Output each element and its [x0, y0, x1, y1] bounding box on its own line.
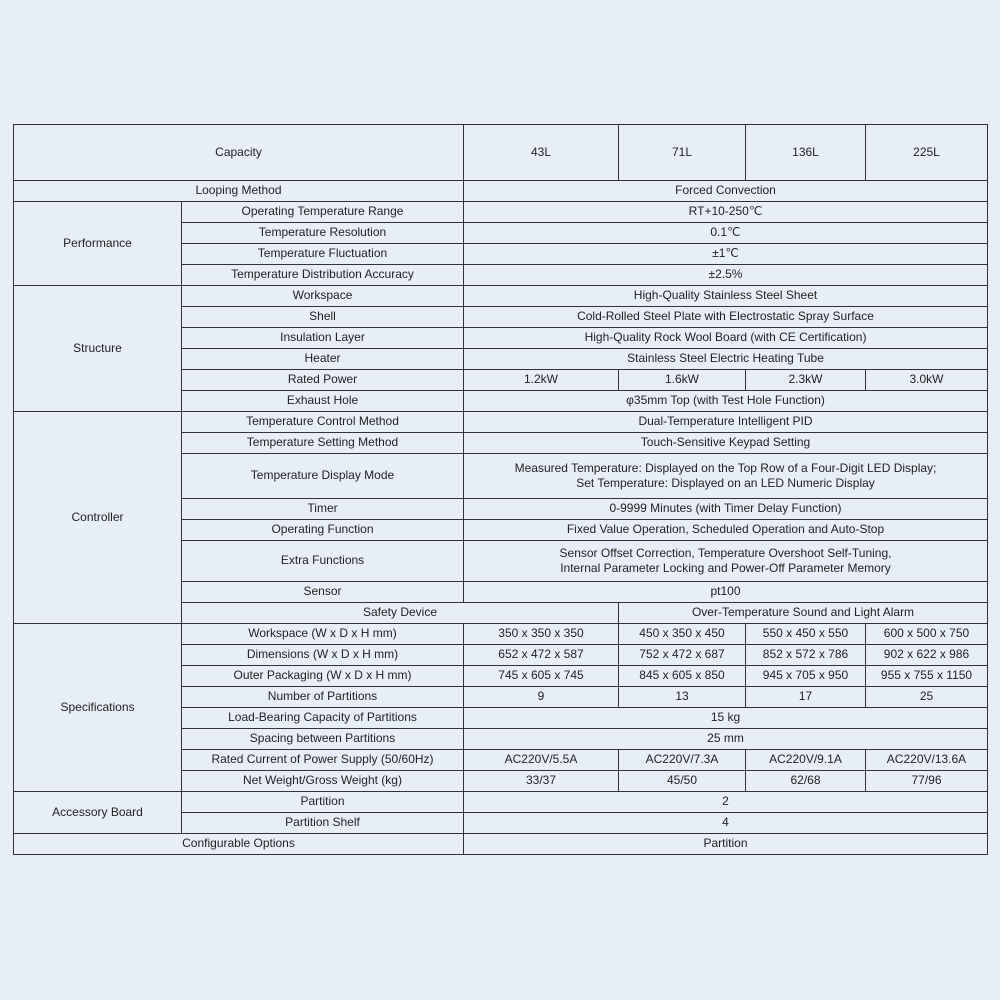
- row-value: 745 x 605 x 745: [464, 666, 619, 687]
- row-value: 2.3kW: [746, 370, 866, 391]
- capacity-value: 43L: [464, 125, 619, 181]
- row-label: Spacing between Partitions: [182, 729, 464, 750]
- table-row: [14, 624, 988, 645]
- row-label: Exhaust Hole: [182, 391, 464, 412]
- row-label: Extra Functions: [182, 541, 464, 582]
- structure-group-label: Structure: [14, 286, 182, 412]
- row-value: 77/96: [866, 771, 988, 792]
- row-value: 955 x 755 x 1150: [866, 666, 988, 687]
- row-value: Fixed Value Operation, Scheduled Operation and Auto-Stop: [464, 520, 988, 541]
- row-label: Dimensions (W x D x H mm): [182, 645, 464, 666]
- row-label: Operating Function: [182, 520, 464, 541]
- row-label: Workspace (W x D x H mm): [182, 624, 464, 645]
- looping-label: Looping Method: [14, 181, 464, 202]
- row-label: Operating Temperature Range: [182, 202, 464, 223]
- row-value-line: Sensor Offset Correction, Temperature Overshoot Self-Tuning,: [559, 545, 892, 560]
- row-value: 25 mm: [464, 729, 988, 750]
- row-value: 9: [464, 687, 619, 708]
- row-value: pt100: [464, 582, 988, 603]
- accessory-group-label: Accessory Board: [14, 792, 182, 834]
- row-label: Temperature Setting Method: [182, 433, 464, 454]
- row-label: Partition Shelf: [182, 813, 464, 834]
- row-value: AC220V/5.5A: [464, 750, 619, 771]
- row-value-line: Measured Temperature: Displayed on the Top Row of a Four-Digit LED Display;: [514, 460, 937, 475]
- row-label: Sensor: [182, 582, 464, 603]
- row-label: Outer Packaging (W x D x H mm): [182, 666, 464, 687]
- row-value: 752 x 472 x 687: [619, 645, 746, 666]
- capacity-value: 136L: [746, 125, 866, 181]
- looping-value: Forced Convection: [464, 181, 988, 202]
- row-value: 13: [619, 687, 746, 708]
- row-value: Cold-Rolled Steel Plate with Electrostatic Spray Surface: [464, 307, 988, 328]
- row-value: 25: [866, 687, 988, 708]
- row-value: High-Quality Rock Wool Board (with CE Certification): [464, 328, 988, 349]
- table-row-options: [14, 834, 988, 855]
- row-value: AC220V/9.1A: [746, 750, 866, 771]
- safety-value: Over-Temperature Sound and Light Alarm: [619, 603, 988, 624]
- row-value: [464, 454, 988, 499]
- controller-group-label: Controller: [14, 412, 182, 624]
- row-value: 450 x 350 x 450: [619, 624, 746, 645]
- row-value: RT+10-250℃: [464, 202, 988, 223]
- row-value: 17: [746, 687, 866, 708]
- row-value: 600 x 500 x 750: [866, 624, 988, 645]
- row-value: 4: [464, 813, 988, 834]
- row-label: Temperature Fluctuation: [182, 244, 464, 265]
- row-value: 350 x 350 x 350: [464, 624, 619, 645]
- table-row: [14, 412, 988, 433]
- row-label: Partition: [182, 792, 464, 813]
- row-label: Temperature Resolution: [182, 223, 464, 244]
- row-value: AC220V/13.6A: [866, 750, 988, 771]
- safety-label: Safety Device: [182, 603, 619, 624]
- row-value: 62/68: [746, 771, 866, 792]
- options-label: Configurable Options: [14, 834, 464, 855]
- table-row: [14, 202, 988, 223]
- row-value: ±2.5%: [464, 265, 988, 286]
- row-value: 845 x 605 x 850: [619, 666, 746, 687]
- row-label: Rated Power: [182, 370, 464, 391]
- row-value: 945 x 705 x 950: [746, 666, 866, 687]
- capacity-value: 225L: [866, 125, 988, 181]
- options-value: Partition: [464, 834, 988, 855]
- row-value: 0.1℃: [464, 223, 988, 244]
- row-value: 652 x 472 x 587: [464, 645, 619, 666]
- row-value: 902 x 622 x 986: [866, 645, 988, 666]
- spec-table: [13, 124, 988, 855]
- table-row-capacity: [14, 125, 988, 181]
- row-label: Heater: [182, 349, 464, 370]
- capacity-value: 71L: [619, 125, 746, 181]
- row-label: Temperature Display Mode: [182, 454, 464, 499]
- row-value: 1.2kW: [464, 370, 619, 391]
- row-value: Stainless Steel Electric Heating Tube: [464, 349, 988, 370]
- row-label: Temperature Distribution Accuracy: [182, 265, 464, 286]
- row-value: 1.6kW: [619, 370, 746, 391]
- row-value: 0-9999 Minutes (with Timer Delay Function): [464, 499, 988, 520]
- row-value: 852 x 572 x 786: [746, 645, 866, 666]
- row-value-line: Internal Parameter Locking and Power-Off Parameter Memory: [560, 561, 891, 575]
- row-label: Insulation Layer: [182, 328, 464, 349]
- row-value: 15 kg: [464, 708, 988, 729]
- row-label: Net Weight/Gross Weight (kg): [182, 771, 464, 792]
- row-value: φ35mm Top (with Test Hole Function): [464, 391, 988, 412]
- row-value-line: Set Temperature: Displayed on an LED Numeric Display: [576, 476, 875, 490]
- row-label: Temperature Control Method: [182, 412, 464, 433]
- row-label: Shell: [182, 307, 464, 328]
- row-label: Rated Current of Power Supply (50/60Hz): [182, 750, 464, 771]
- performance-group-label: Performance: [14, 202, 182, 286]
- row-value: 2: [464, 792, 988, 813]
- row-label: Timer: [182, 499, 464, 520]
- row-value: 3.0kW: [866, 370, 988, 391]
- row-label: Number of Partitions: [182, 687, 464, 708]
- row-value: Dual-Temperature Intelligent PID: [464, 412, 988, 433]
- row-value: [464, 541, 988, 582]
- row-value: 33/37: [464, 771, 619, 792]
- row-label: Workspace: [182, 286, 464, 307]
- row-value: High-Quality Stainless Steel Sheet: [464, 286, 988, 307]
- table-row: [14, 792, 988, 813]
- row-value: 550 x 450 x 550: [746, 624, 866, 645]
- row-value: ±1℃: [464, 244, 988, 265]
- row-value: AC220V/7.3A: [619, 750, 746, 771]
- row-value: Touch-Sensitive Keypad Setting: [464, 433, 988, 454]
- capacity-label: Capacity: [14, 125, 464, 181]
- table-row: [14, 286, 988, 307]
- row-label: Load-Bearing Capacity of Partitions: [182, 708, 464, 729]
- row-value: 45/50: [619, 771, 746, 792]
- table-row-looping: [14, 181, 988, 202]
- specifications-group-label: Specifications: [14, 624, 182, 792]
